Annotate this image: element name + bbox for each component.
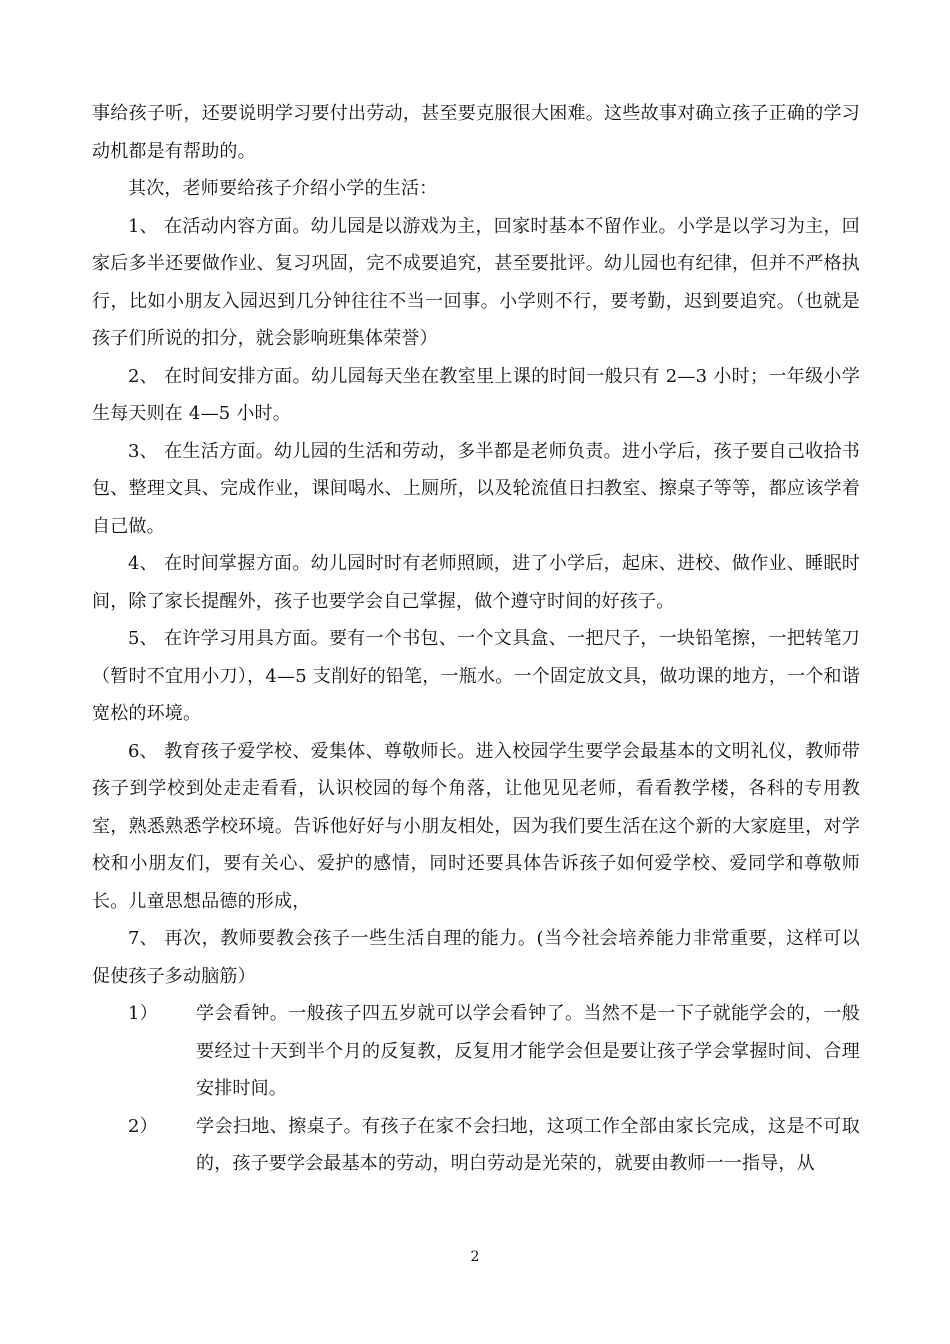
list-item-number: 7、 <box>128 928 158 949</box>
list-item-number: 6、 <box>128 740 158 762</box>
section-heading: 其次，老师要给孩子介绍小学的生活： <box>128 178 438 199</box>
list-item-number: 2、 <box>128 365 158 387</box>
list-item-text: 再次，教师要教会孩子一些生活自理的能力。(当今社会培养能力非常重要，这样可以促使孩子多动脑筋） <box>92 928 860 987</box>
list-item-1 <box>92 208 860 358</box>
sub-item-text: 学会看钟。一般孩子四五岁就可以学会看钟了。当然不是一下子就能学会的，一般要经过十天到半个月的反复教，反复用才能学会但是要让孩子学会掌握时间、合理安排时间。 <box>196 1003 860 1099</box>
list-item-6 <box>92 733 860 921</box>
list-item-3 <box>92 433 860 546</box>
sub-item-1 <box>92 995 860 1108</box>
list-item-4 <box>92 545 860 620</box>
sub-item-number: 1） <box>128 1003 158 1024</box>
list-item-text: 在时间掌握方面。幼儿园时时有老师照顾，进了小学后，起床、进校、做作业、睡眠时间，除了家长提醒外，孩子也要学会自己掌握，做个遵守时间的好孩子。 <box>92 553 860 612</box>
sub-item-number: 2） <box>128 1115 158 1137</box>
intro-paragraph: 事给孩子听，还要说明学习要付出劳动，甚至要克服很大困难。这些故事对确立孩子正确的学习动机都是有帮助的。 <box>92 103 860 162</box>
list-item-text: 教育孩子爱学校、爱集体、尊敬师长。进入校园学生要学会最基本的文明礼仪，教师带孩子到学校到处走走看看，认识校园的每个角落，让他见见老师，看看教学楼，各科的专用教室，熟悉熟悉学校环境。告诉他好好与小朋友相处，因为我们要生活在这个新的大家庭里，对学校和小朋友们，要有关心、爱护的感情，同时还要具体告诉孩子如何爱学校、爱同学和尊敬师长。儿童思想品德的形成， <box>92 740 860 912</box>
sub-item-2 <box>92 1108 860 1183</box>
document-body <box>92 95 860 1183</box>
list-item-text: 在许学习用具方面。要有一个书包、一个文具盒、一把尺子，一块铅笔擦，一把转笔刀（暂时不宜用小刀），4—5 支削好的铅笔，一瓶水。一个固定放文具，做功课的地方，一个和谐宽松的环境。 <box>92 628 860 724</box>
sub-item-text: 学会扫地、擦桌子。有孩子在家不会扫地，这项工作全部由家长完成，这是不可取的，孩子要学会最基本的劳动，明白劳动是光荣的，就要由教师一一指导，从 <box>196 1115 860 1174</box>
list-item-text: 在生活方面。幼儿园的生活和劳动，多半都是老师负责。进小学后，孩子要自己收拾书包、整理文具、完成作业，课间喝水、上厕所，以及轮流值日扫教室、擦桌子等等，都应该学着自己做。 <box>92 440 860 537</box>
list-item-text: 在活动内容方面。幼儿园是以游戏为主，回家时基本不留作业。小学是以学习为主，回家后多半还要做作业、复习巩固，完不成要追究，甚至要批评。幼儿园也有纪律，但并不严格执行，比如小朋友入园迟到几分钟往往不当一回事。小学则不行，要考勤，迟到要追究。（也就是孩子们所说的扣分，就会影响班集体荣誉） <box>92 215 860 349</box>
list-item-number: 1、 <box>128 215 158 237</box>
list-item-7 <box>92 920 860 995</box>
page-number: 2 <box>470 1249 480 1265</box>
list-item-number: 4、 <box>128 553 158 574</box>
list-item-number: 5、 <box>128 628 158 649</box>
list-item-2 <box>92 358 860 433</box>
list-item-number: 3、 <box>128 440 158 462</box>
list-item-5 <box>92 620 860 733</box>
list-item-text: 在时间安排方面。幼儿园每天坐在教室里上课的时间一般只有 2—3 小时；一年级小学生每天则在 4—5 小时。 <box>92 365 860 424</box>
